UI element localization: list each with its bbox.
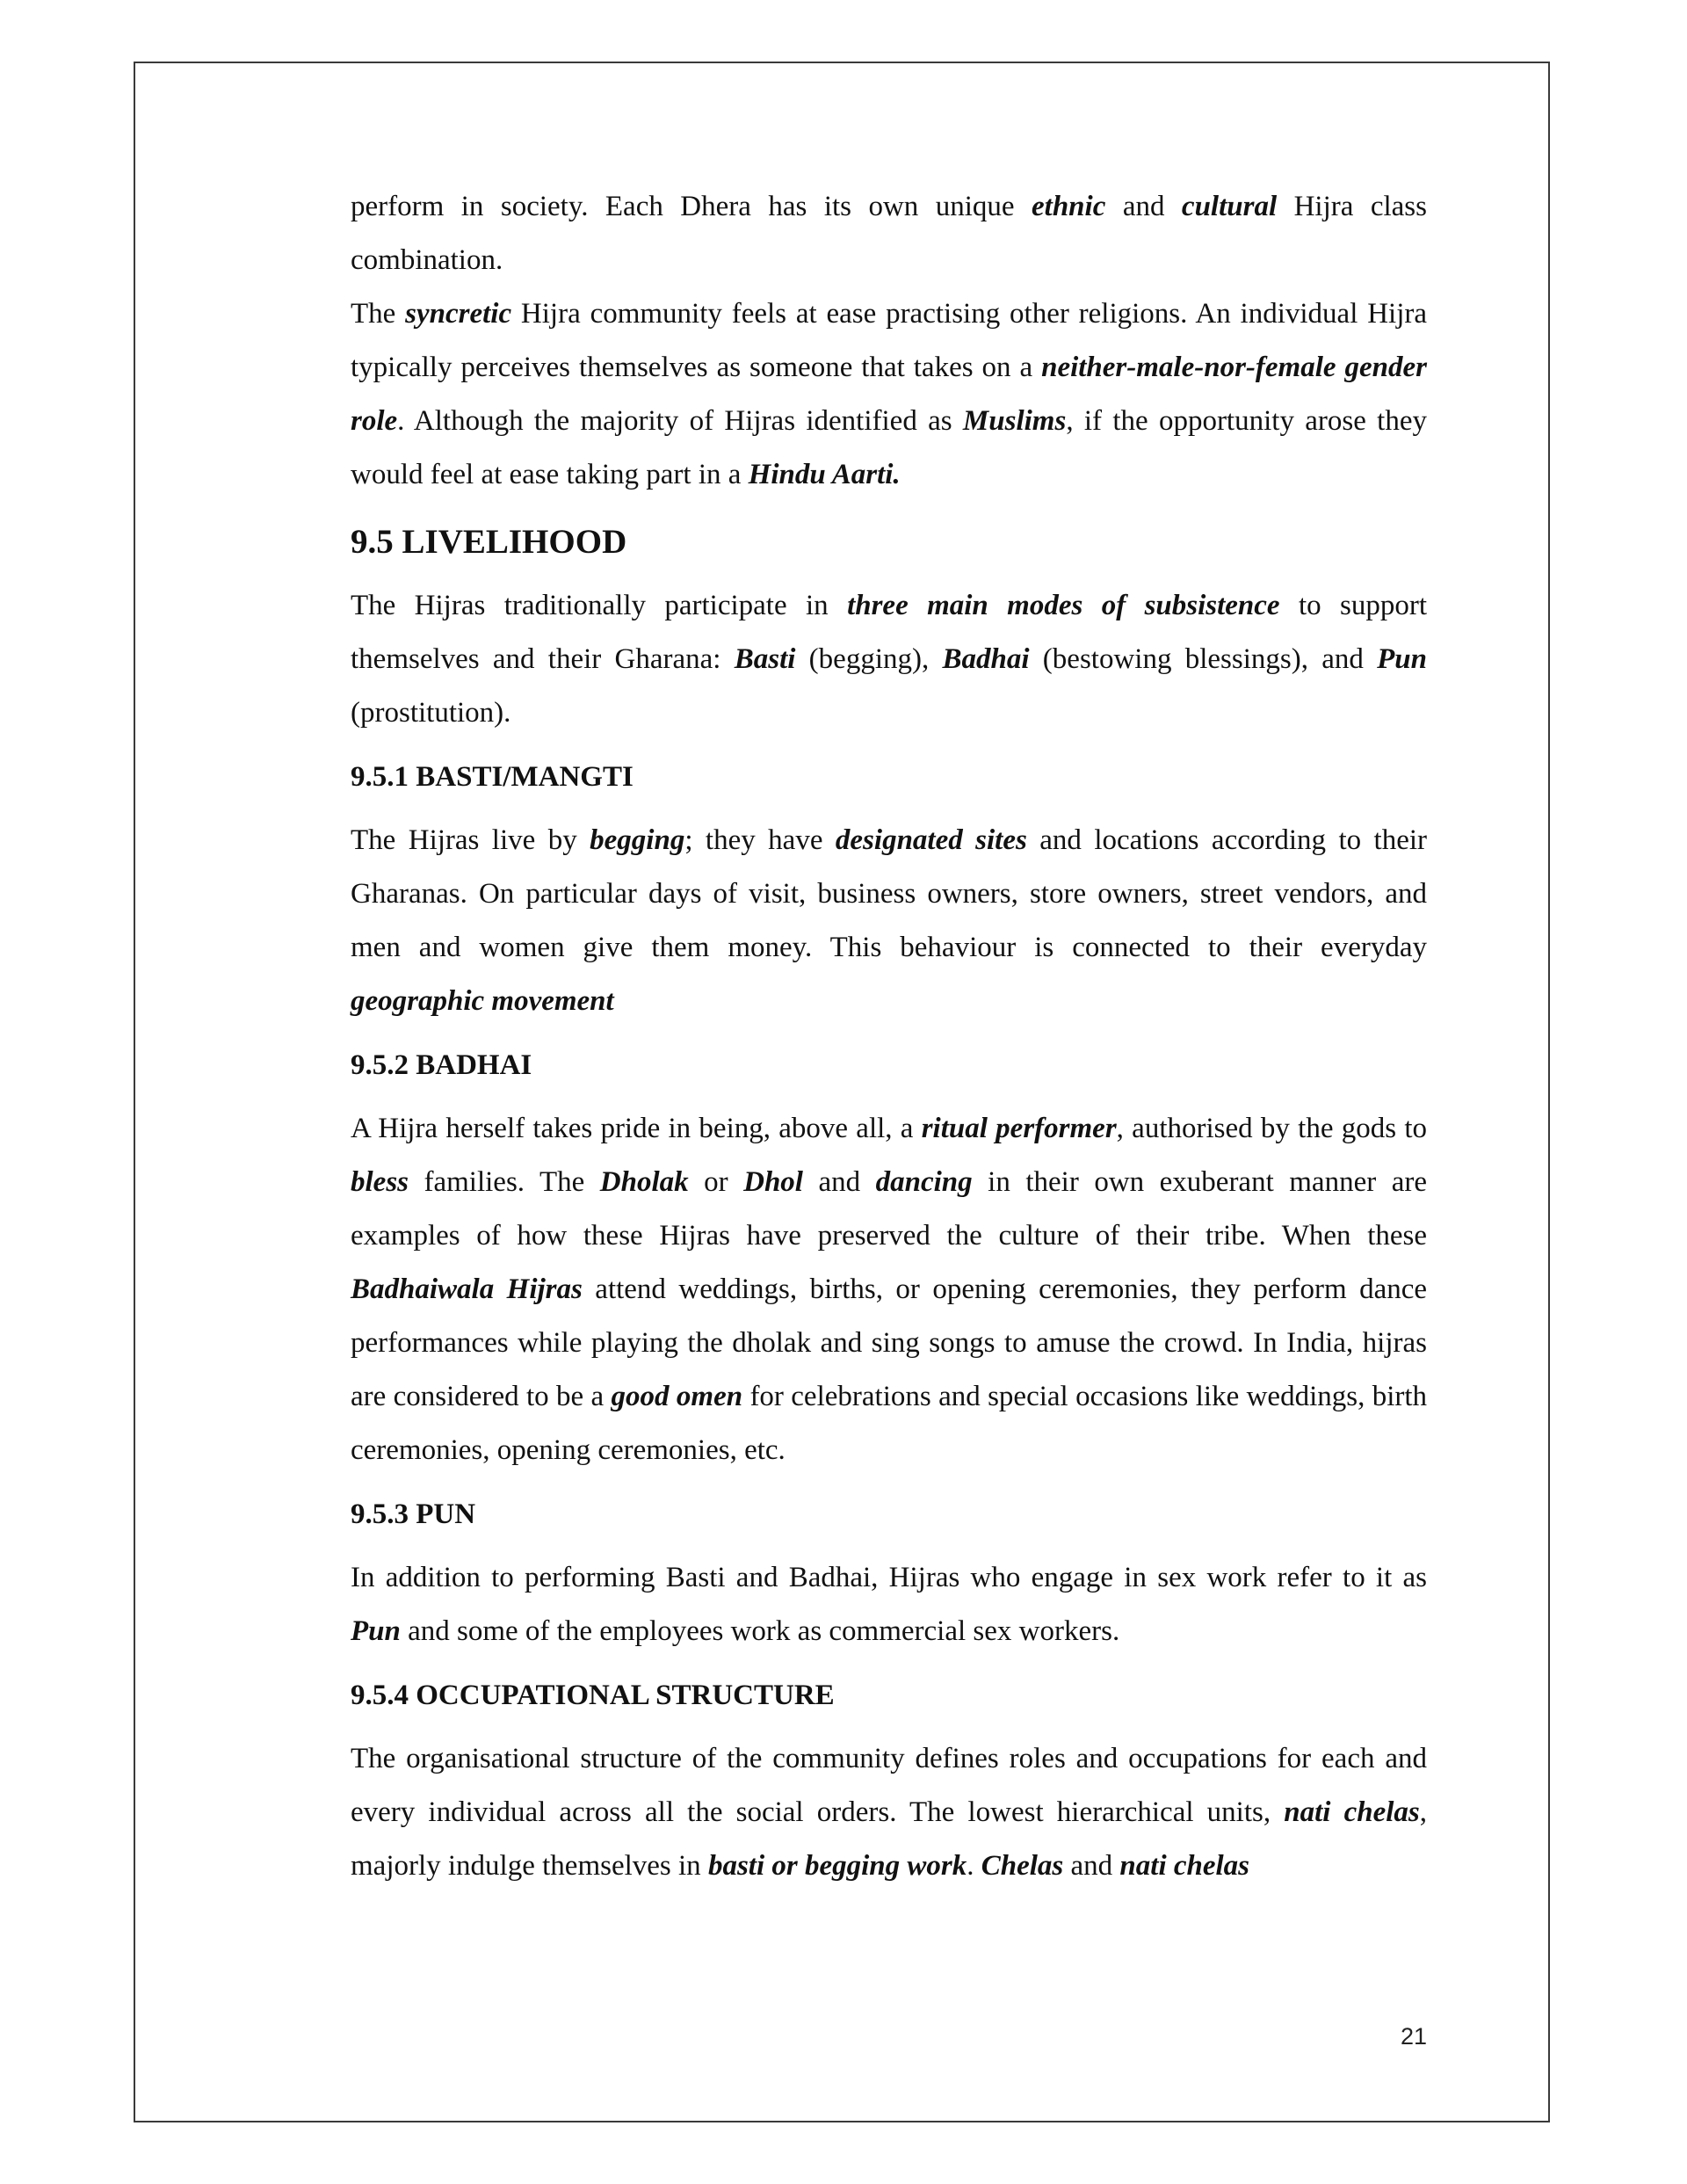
emphasis: bless [351, 1166, 409, 1198]
text-run: . [967, 1850, 981, 1882]
subsection-heading-basti: 9.5.1 BASTI/MANGTI [351, 761, 634, 793]
emphasis: good omen [611, 1381, 743, 1412]
emphasis: Muslims [962, 405, 1067, 437]
emphasis: Dholak [599, 1166, 689, 1198]
text-run: in their own exuberant manner are examples of how these Hijras have preserved the culture of their tribe. When these [351, 1166, 1427, 1252]
emphasis: begging [590, 824, 685, 856]
emphasis: Pun [1377, 643, 1428, 675]
paragraph-continuation [351, 180, 1427, 287]
text-run: to support themselves and their Gharana: [351, 590, 1427, 675]
text-run: , authorised by the gods to [1116, 1113, 1428, 1144]
emphasis: Badhai [942, 643, 1030, 675]
document-body [351, 180, 1427, 1893]
paragraph-syncretic [351, 287, 1427, 502]
text-run: ; they have [684, 824, 836, 856]
emphasis: Basti [734, 643, 796, 675]
text-run: (prostitution). [351, 697, 511, 729]
text-run: The organisational structure of the community defines roles and occupations for each and every individual across all the social orders. The lowest hierarchical units, [351, 1743, 1427, 1828]
text-run: and [802, 1166, 876, 1198]
emphasis: nati chelas [1119, 1850, 1250, 1882]
emphasis: ethnic [1032, 191, 1106, 222]
paragraph-badhai [351, 1102, 1427, 1477]
text-run: Hijra class combination. [351, 191, 1427, 276]
emphasis: designated sites [835, 824, 1027, 856]
subsection-heading-badhai: 9.5.2 BADHAI [351, 1049, 532, 1081]
text-run: , majorly indulge themselves in [351, 1796, 1427, 1882]
text-run: or [688, 1166, 744, 1198]
emphasis: geographic movement [351, 985, 614, 1017]
text-run: and some of the employees work as commercial sex workers. [400, 1615, 1120, 1647]
text-run: The [351, 298, 406, 330]
emphasis: Badhaiwala Hijras [351, 1273, 583, 1305]
text-run: (begging), [795, 643, 943, 675]
emphasis: Hindu Aarti. [748, 459, 901, 490]
emphasis: Dhol [743, 1166, 803, 1198]
emphasis: Chelas [981, 1850, 1064, 1882]
paragraph-basti [351, 814, 1427, 1028]
text-run: attend weddings, births, or opening ceremonies, they perform dance performances while playing the dholak and sing songs to amuse the crowd. In India, hijras are considered to be a [351, 1273, 1428, 1412]
emphasis: syncretic [405, 298, 512, 330]
text-run: and [1063, 1850, 1120, 1882]
text-run: A Hijra herself takes pride in being, above all, a [351, 1113, 922, 1144]
text-run: The Hijras traditionally participate in [351, 590, 848, 621]
paragraph-livelihood [351, 579, 1427, 740]
text-run: Hijra community feels at ease practising other religions. An individual Hijra typically perceives themselves as someone that takes on a [351, 298, 1427, 383]
emphasis: neither-male-nor-female gender role [351, 352, 1427, 437]
page-number: 21 [1400, 2023, 1427, 2050]
text-run: In addition to performing Basti and Badhai, Hijras who engage in sex work refer to it as [351, 1562, 1427, 1593]
emphasis: three main modes of subsistence [847, 590, 1280, 621]
text-run: perform in society. Each Dhera has its own unique [351, 191, 1032, 222]
emphasis: dancing [875, 1166, 973, 1198]
subsection-heading-occupational-structure: 9.5.4 OCCUPATIONAL STRUCTURE [351, 1680, 835, 1711]
emphasis: nati chelas [1284, 1796, 1420, 1828]
text-run: . Although the majority of Hijras identified as [397, 405, 963, 437]
text-run: , if the opportunity arose they would feel at ease taking part in a [351, 405, 1427, 490]
emphasis: Pun [351, 1615, 401, 1647]
section-heading-livelihood: 9.5 LIVELIHOOD [351, 523, 627, 561]
text-run: and [1105, 191, 1182, 222]
emphasis: ritual performer [921, 1113, 1117, 1144]
emphasis: basti or begging work [707, 1850, 967, 1882]
text-run: families. The [409, 1166, 600, 1198]
text-run: for celebrations and special occasions like weddings, birth ceremonies, opening ceremonies, etc. [351, 1381, 1428, 1466]
text-run: (bestowing blessings), and [1029, 643, 1378, 675]
paragraph-occupational-structure [351, 1732, 1427, 1893]
emphasis: cultural [1181, 191, 1278, 222]
paragraph-pun [351, 1551, 1427, 1658]
subsection-heading-pun: 9.5.3 PUN [351, 1498, 476, 1530]
text-run: and locations according to their Gharanas. On particular days of visit, business owners, store owners, street vendors, and men and women give them money. This behaviour is connected to their everyday [351, 824, 1428, 963]
text-run: The Hijras live by [351, 824, 590, 856]
